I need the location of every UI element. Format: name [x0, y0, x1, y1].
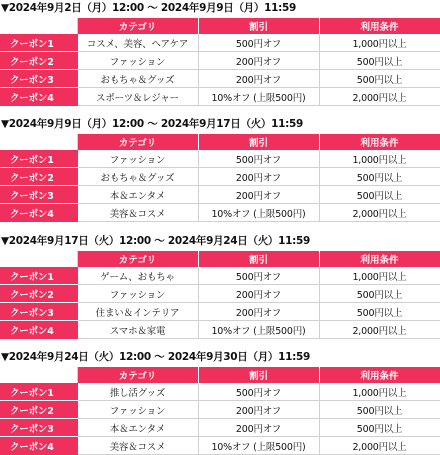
table-row	[0, 401, 440, 419]
table-row	[0, 437, 440, 455]
schedule-section	[0, 233, 440, 339]
header-blank	[0, 251, 77, 267]
discount-cell: 200円オフ	[198, 168, 319, 186]
category-cell: ファッション	[77, 150, 198, 168]
coupon-label: クーポン3	[0, 186, 77, 204]
header-discount: 割引	[198, 367, 319, 383]
header-condition: 利用条件	[319, 134, 440, 150]
period-heading: ▼2024年9月17日（火）12:00 〜 2024年9月24日（火）11:59	[1, 235, 311, 247]
table-header-row	[0, 367, 440, 383]
category-cell: ファッション	[77, 401, 198, 419]
coupon-label: クーポン3	[0, 70, 77, 88]
header-condition: 利用条件	[319, 367, 440, 383]
condition-cell: 2,000円以上	[319, 88, 440, 106]
discount-cell: 200円オフ	[198, 70, 319, 88]
discount-cell: 200円オフ	[198, 401, 319, 419]
category-cell: ゲーム、おもちゃ	[77, 267, 198, 285]
table-row	[0, 204, 440, 222]
category-cell: スマホ＆家電	[77, 321, 198, 339]
table-row	[0, 34, 440, 52]
table-row	[0, 267, 440, 285]
table-header-row	[0, 251, 440, 267]
coupon-label: クーポン2	[0, 52, 77, 70]
header-discount: 割引	[198, 134, 319, 150]
condition-cell: 1,000円以上	[319, 34, 440, 52]
condition-cell: 500円以上	[319, 285, 440, 303]
header-category: カテゴリ	[77, 367, 198, 383]
coupon-label: クーポン1	[0, 383, 77, 401]
discount-cell: 500円オフ	[198, 34, 319, 52]
coupon-label: クーポン4	[0, 204, 77, 222]
discount-cell: 10%オフ (上限500円)	[198, 321, 319, 339]
category-cell: ファッション	[77, 285, 198, 303]
category-cell: 美容＆コスメ	[77, 437, 198, 455]
table-row	[0, 88, 440, 106]
condition-cell: 500円以上	[319, 168, 440, 186]
header-blank	[0, 18, 77, 34]
discount-cell: 200円オフ	[198, 419, 319, 437]
coupon-label: クーポン4	[0, 321, 77, 339]
condition-cell: 1,000円以上	[319, 267, 440, 285]
discount-cell: 500円オフ	[198, 383, 319, 401]
period-heading: ▼2024年9月9日（月）12:00 〜 2024年9月17日（火）11:59	[1, 118, 304, 130]
table-row	[0, 150, 440, 168]
table-row	[0, 383, 440, 401]
condition-cell: 2,000円以上	[319, 204, 440, 222]
coupon-table	[0, 18, 440, 106]
condition-cell: 500円以上	[319, 303, 440, 321]
coupon-label: クーポン2	[0, 168, 77, 186]
table-row	[0, 70, 440, 88]
coupon-label: クーポン3	[0, 419, 77, 437]
condition-cell: 500円以上	[319, 186, 440, 204]
coupon-table	[0, 367, 440, 455]
table-row	[0, 168, 440, 186]
table-row	[0, 303, 440, 321]
category-cell: 推し活グッズ	[77, 383, 198, 401]
schedule-section	[0, 349, 440, 455]
header-blank	[0, 367, 77, 383]
condition-cell: 2,000円以上	[319, 321, 440, 339]
coupon-label: クーポン1	[0, 150, 77, 168]
discount-cell: 10%オフ (上限500円)	[198, 204, 319, 222]
table-row	[0, 52, 440, 70]
category-cell: コスメ、美容、ヘアケア	[77, 34, 198, 52]
discount-cell: 200円オフ	[198, 303, 319, 321]
condition-cell: 1,000円以上	[319, 383, 440, 401]
category-cell: 本＆エンタメ	[77, 186, 198, 204]
table-row	[0, 419, 440, 437]
discount-cell: 200円オフ	[198, 285, 319, 303]
discount-cell: 10%オフ (上限500円)	[198, 88, 319, 106]
condition-cell: 2,000円以上	[319, 437, 440, 455]
discount-cell: 200円オフ	[198, 186, 319, 204]
category-cell: 住まい＆インテリア	[77, 303, 198, 321]
table-row	[0, 321, 440, 339]
category-cell: 美容＆コスメ	[77, 204, 198, 222]
discount-cell: 200円オフ	[198, 52, 319, 70]
header-condition: 利用条件	[319, 251, 440, 267]
header-condition: 利用条件	[319, 18, 440, 34]
table-header-row	[0, 18, 440, 34]
category-cell: 本＆エンタメ	[77, 419, 198, 437]
coupon-label: クーポン1	[0, 34, 77, 52]
condition-cell: 500円以上	[319, 419, 440, 437]
condition-cell: 500円以上	[319, 401, 440, 419]
condition-cell: 1,000円以上	[319, 150, 440, 168]
coupon-table	[0, 134, 440, 222]
condition-cell: 500円以上	[319, 70, 440, 88]
condition-cell: 500円以上	[319, 52, 440, 70]
header-discount: 割引	[198, 251, 319, 267]
coupon-label: クーポン4	[0, 437, 77, 455]
category-cell: おもちゃ＆グッズ	[77, 70, 198, 88]
header-blank	[0, 134, 77, 150]
period-heading: ▼2024年9月2日（月）12:00 〜 2024年9月9日（月）11:59	[1, 2, 297, 14]
discount-cell: 500円オフ	[198, 150, 319, 168]
coupon-label: クーポン2	[0, 285, 77, 303]
schedule-section	[0, 116, 440, 222]
schedule-section	[0, 0, 440, 106]
coupon-label: クーポン1	[0, 267, 77, 285]
table-header-row	[0, 134, 440, 150]
coupon-label: クーポン3	[0, 303, 77, 321]
header-discount: 割引	[198, 18, 319, 34]
category-cell: ファッション	[77, 52, 198, 70]
header-category: カテゴリ	[77, 134, 198, 150]
discount-cell: 500円オフ	[198, 267, 319, 285]
coupon-label: クーポン2	[0, 401, 77, 419]
header-category: カテゴリ	[77, 251, 198, 267]
coupon-table	[0, 251, 440, 339]
category-cell: おもちゃ＆グッズ	[77, 168, 198, 186]
period-heading: ▼2024年9月24日（火）12:00 〜 2024年9月30日（月）11:59	[1, 351, 311, 363]
discount-cell: 10%オフ (上限500円)	[198, 437, 319, 455]
table-row	[0, 186, 440, 204]
header-category: カテゴリ	[77, 18, 198, 34]
coupon-label: クーポン4	[0, 88, 77, 106]
category-cell: スポーツ＆レジャー	[77, 88, 198, 106]
table-row	[0, 285, 440, 303]
